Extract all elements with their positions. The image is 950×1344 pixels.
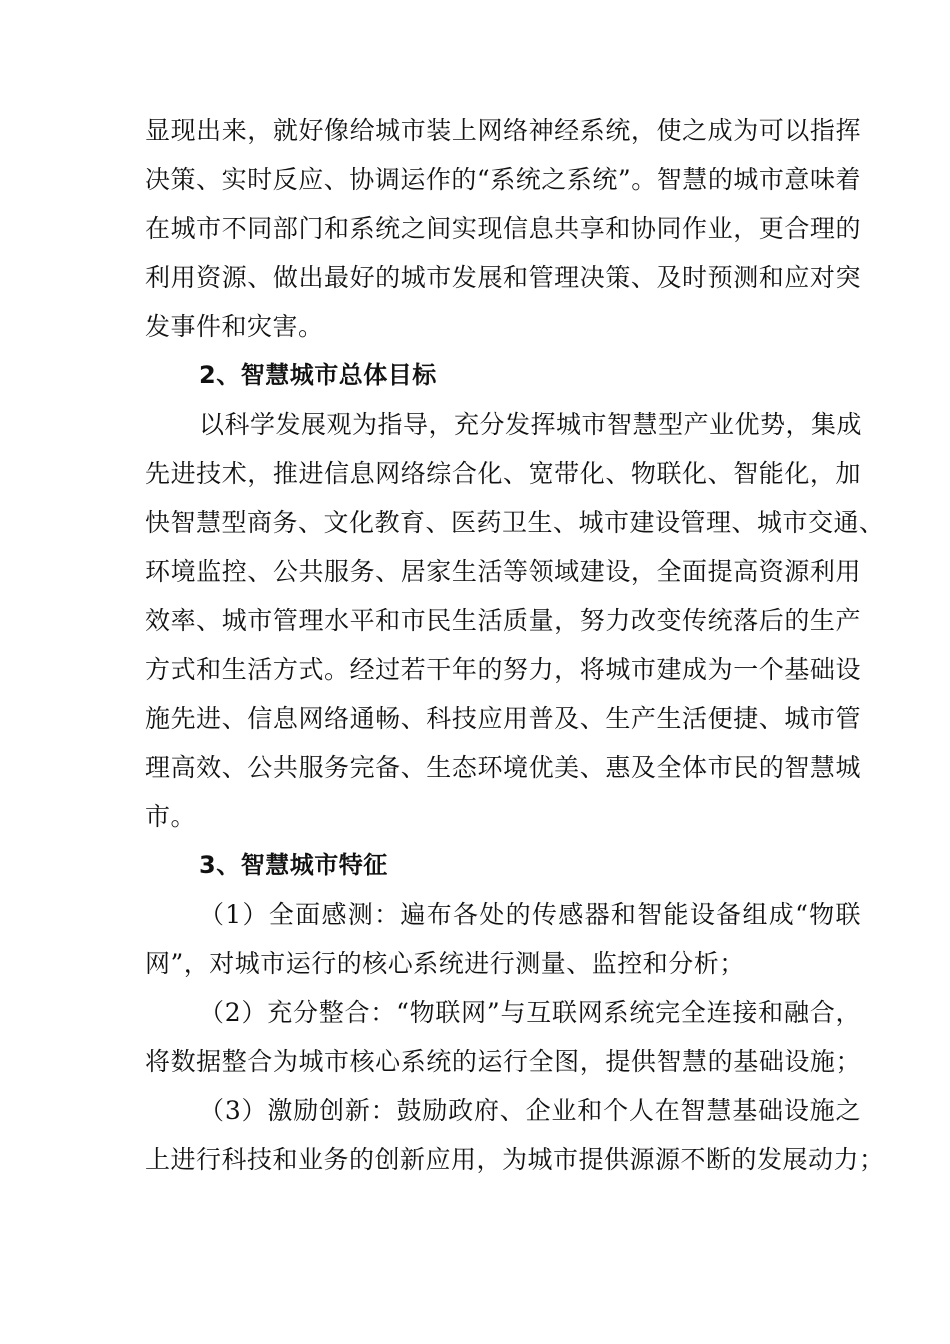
paragraph-feature-integration	[145, 988, 861, 1086]
section-heading-overall-goal: 2、智慧城市总体目标	[199, 361, 437, 389]
text-line: 将数据整合为城市核心系统的运行全图，提供智慧的基础设施；	[145, 1047, 861, 1076]
text-line: 理高效、公共服务完备、生态环境优美、惠及全体市民的智慧城	[145, 753, 861, 782]
document-body	[145, 106, 885, 1184]
text-line: 先进技术，推进信息网络综合化、宽带化、物联化、智能化，加	[145, 459, 861, 488]
text-line: 决策、实时反应、协调运作的“系统之系统”。智慧的城市意味着	[145, 165, 861, 194]
paragraph-feature-sensing	[145, 890, 861, 988]
text-line: 发事件和灾害。	[145, 312, 324, 341]
text-line: 市。	[145, 802, 197, 831]
text-line: 快智慧型商务、文化教育、医药卫生、城市建设管理、城市交通、	[145, 508, 885, 537]
text-line: 方式和生活方式。经过若干年的努力，将城市建成为一个基础设	[145, 655, 861, 684]
paragraph-overall-goal	[145, 400, 885, 841]
paragraph-smart-city-meaning	[145, 106, 861, 351]
text-line: 以科学发展观为指导，充分发挥城市智慧型产业优势，集成	[199, 410, 863, 439]
text-line: 施先进、信息网络通畅、科技应用普及、生产生活便捷、城市管	[145, 704, 861, 733]
text-line: 上进行科技和业务的创新应用，为城市提供源源不断的发展动力；	[145, 1145, 885, 1174]
text-line: 显现出来，就好像给城市装上网络神经系统，使之成为可以指挥	[145, 116, 861, 145]
text-line: 在城市不同部门和系统之间实现信息共享和协同作业，更合理的	[145, 214, 861, 243]
text-line: （2）充分整合：“物联网”与互联网系统完全连接和融合，	[199, 998, 861, 1027]
text-line: 效率、城市管理水平和市民生活质量，努力改变传统落后的生产	[145, 606, 861, 635]
section-heading-features: 3、智慧城市特征	[199, 851, 388, 879]
text-line: （3）激励创新：鼓励政府、企业和个人在智慧基础设施之	[199, 1096, 861, 1125]
text-line: （1）全面感测：遍布各处的传感器和智能设备组成“物联	[199, 900, 861, 929]
paragraph-feature-innovation	[145, 1086, 885, 1184]
text-line: 网”，对城市运行的核心系统进行测量、监控和分析；	[145, 949, 745, 978]
text-line: 利用资源、做出最好的城市发展和管理决策、及时预测和应对突	[145, 263, 861, 292]
text-line: 环境监控、公共服务、居家生活等领域建设，全面提高资源利用	[145, 557, 861, 586]
